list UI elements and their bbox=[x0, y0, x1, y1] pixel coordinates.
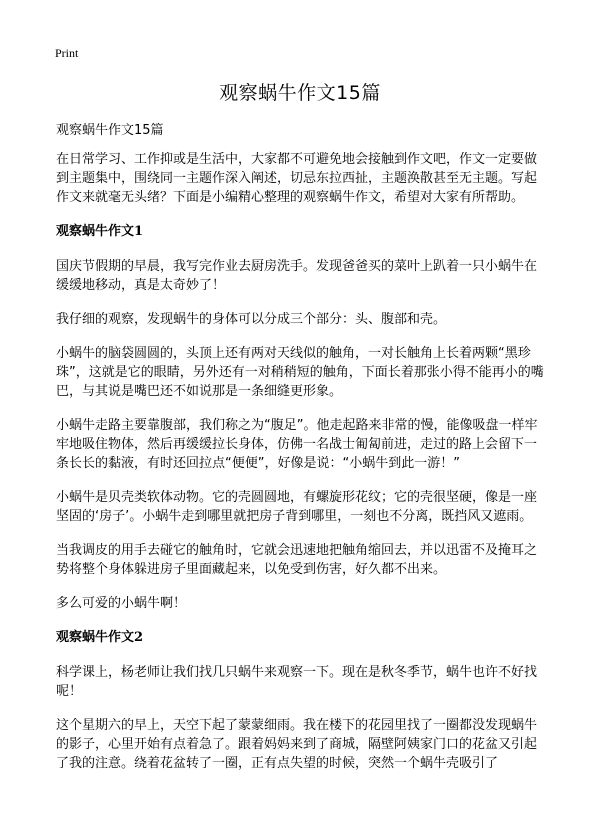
intro-paragraph: 在日常学习、工作抑或是生活中，大家都不可避免地会接触到作文吧，作文一定要做到主题集中，围绕同一主题作深入阐述，切忌东拉西扯，主题涣散甚至无主题。写起作文来就毫无头绪？下面是小编精心整理的观察蜗牛作文，希望对大家有所帮助。 bbox=[56, 152, 538, 205]
essay-heading: 观察蜗牛作文2 bbox=[56, 630, 144, 645]
essay-paragraph: 小蜗牛走路主要靠腹部，我们称之为“腹足”。他走起路来非常的慢，能像吸盘一样牢牢地吸住物体，然后再缓缓拉长身体，仿佛一名战士匍匐前进，走过的路上会留下一条长长的黏液，有时还回拉点“便便”，好像是说：“小蜗牛到此一游！” bbox=[56, 418, 538, 471]
essay-paragraph: 小蜗牛是贝壳类软体动物。它的壳圆圆地，有螺旋形花纹；它的壳很坚硬，像是一座坚固的‘房子’。小蜗牛走到哪里就把房子背到哪里，一刻也不分离，既挡风又遮雨。 bbox=[56, 490, 538, 524]
document-subtitle: 观察蜗牛作文15篇 bbox=[56, 123, 164, 138]
essay-paragraph: 小蜗牛的脑袋圆圆的，头顶上还有两对天线似的触角，一对长触角上长着两颗“黑珍珠”，这就是它的眼睛，另外还有一对稍稍短的触角，下面长着那张小得不能再小的嘴巴，与其说是嘴巴还不如说那是一条细缝更形象。 bbox=[56, 346, 544, 399]
document-body bbox=[56, 150, 548, 788]
essay-paragraph: 这个星期六的早上，天空下起了蒙蒙细雨。我在楼下的花园里找了一圈都没发现蜗牛的影子，心里开始有点着急了。跟着妈妈来到了商城，隔壁阿姨家门口的花盆又引起了我的注意。绕着花盆转了一圈，正有点失望的时候，突然一个蜗牛壳吸引了 bbox=[56, 718, 538, 771]
essay-heading: 观察蜗牛作文1 bbox=[56, 224, 144, 239]
essay-paragraph: 我仔细的观察，发现蜗牛的身体可以分成三个部分：头、腹部和壳。 bbox=[56, 312, 447, 327]
essay-paragraph: 科学课上，杨老师让我们找几只蜗牛来观察一下。现在是秋冬季节，蜗牛也许不好找呢！ bbox=[56, 665, 538, 699]
essay-paragraph: 国庆节假期的早晨，我写完作业去厨房洗手。发现爸爸买的菜叶上趴着一只小蜗牛在缓缓地移动，真是太奇妙了！ bbox=[56, 259, 538, 293]
essay-paragraph: 多么可爱的小蜗牛啊！ bbox=[56, 596, 187, 611]
print-label: Print bbox=[55, 46, 79, 60]
essay-paragraph: 当我调皮的用手去碰它的触角时，它就会迅速地把触角缩回去，并以迅雷不及掩耳之势将整个身体躲进房子里面藏起来，以免受到伤害，好久都不出来。 bbox=[56, 543, 538, 577]
document-title: 观察蜗牛作文15篇 bbox=[219, 82, 381, 104]
